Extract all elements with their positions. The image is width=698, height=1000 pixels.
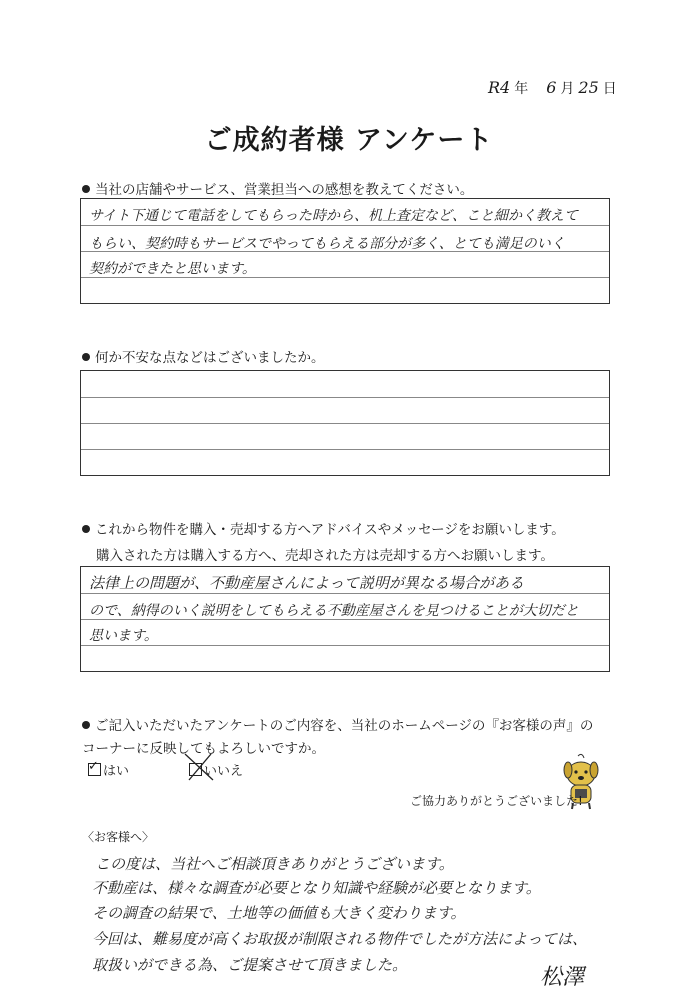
staff-signature: 松澤: [540, 965, 585, 990]
no-label: いいえ: [204, 764, 244, 779]
date-year-label: 年: [514, 81, 529, 97]
question-4-label-line-1: ご記入いただいたアンケートのご内容を、当社のホームページの『お客様の声』の: [95, 718, 594, 734]
bullet-icon: [82, 185, 90, 193]
ruled-line: [81, 449, 609, 450]
question-1: [82, 178, 473, 198]
answer-1-line-2: もらい、契約時もサービスでやってもらえる部分が多く、とても満足のいく: [89, 236, 565, 252]
answer-1-line-1: サイト下通じて電話をしてもらった時から、机上査定など、こと細かく教えて: [89, 208, 579, 224]
date-month-label: 月: [560, 81, 575, 97]
ruled-line: [81, 593, 609, 594]
date-year: R4: [488, 78, 511, 97]
page-title: ご成約者様 アンケート: [204, 125, 494, 156]
question-3-sub-label: 購入された方は購入する方へ、売却された方は売却する方へお願いします。: [96, 548, 554, 564]
date-day: 25: [578, 78, 599, 97]
yes-label: はい: [103, 764, 130, 779]
question-2-label: 何か不安な点などはございましたか。: [95, 350, 325, 366]
message-line-5: 取扱いができる為、ご提案させて頂きました。: [92, 956, 408, 974]
answer-box-3[interactable]: [80, 566, 610, 672]
bullet-icon: [82, 353, 90, 361]
question-1-label: 当社の店舗やサービス、営業担当への感想を教えてください。: [95, 182, 474, 198]
answer-3-line-3: 思います。: [89, 628, 158, 644]
message-line-3: その調査の結果で、土地等の価値も大きく変わります。: [92, 904, 466, 922]
question-3: [82, 518, 565, 538]
message-line-1: この度は、当社へご相談頂きありがとうございます。: [95, 855, 454, 873]
answer-box-1[interactable]: [80, 198, 610, 304]
consent-options: [88, 760, 243, 779]
customer-section-label: 〈お客様へ〉: [82, 830, 155, 844]
ruled-line: [81, 645, 609, 646]
answer-3-line-1: 法律上の問題が、不動産屋さんによって説明が異なる場合がある: [89, 574, 525, 592]
consent-no-option[interactable]: [189, 760, 243, 779]
date-month: 6: [546, 78, 557, 97]
message-line-4: 今回は、難易度が高くお取扱が制限される物件でしたが方法によっては、: [92, 930, 588, 948]
ruled-line: [81, 225, 609, 226]
answer-1-line-3: 契約ができたと思います。: [89, 261, 256, 277]
bullet-icon: [82, 721, 90, 729]
question-4: [82, 714, 593, 734]
question-2: [82, 346, 325, 366]
survey-date: [488, 78, 628, 100]
question-3-label: これから物件を購入・売却する方へアドバイスやメッセージをお願いします。: [95, 522, 565, 538]
no-checkbox[interactable]: [189, 763, 202, 776]
ruled-line: [81, 423, 609, 424]
thanks-message: ご協力ありがとうございました!: [410, 794, 583, 808]
bullet-icon: [82, 525, 90, 533]
consent-yes-option[interactable]: [88, 760, 129, 779]
message-line-2: 不動産は、様々な調査が必要となり知識や経験が必要となります。: [92, 879, 541, 897]
yes-checkbox[interactable]: [88, 763, 101, 776]
answer-3-line-2: ので、納得のいく説明をしてもらえる不動産屋さんを見つけることが大切だと: [89, 603, 579, 619]
date-day-label: 日: [602, 81, 617, 97]
answer-box-2[interactable]: [80, 370, 610, 476]
ruled-line: [81, 397, 609, 398]
question-4-label-line-2: コーナーに反映してもよろしいですか。: [82, 741, 325, 757]
